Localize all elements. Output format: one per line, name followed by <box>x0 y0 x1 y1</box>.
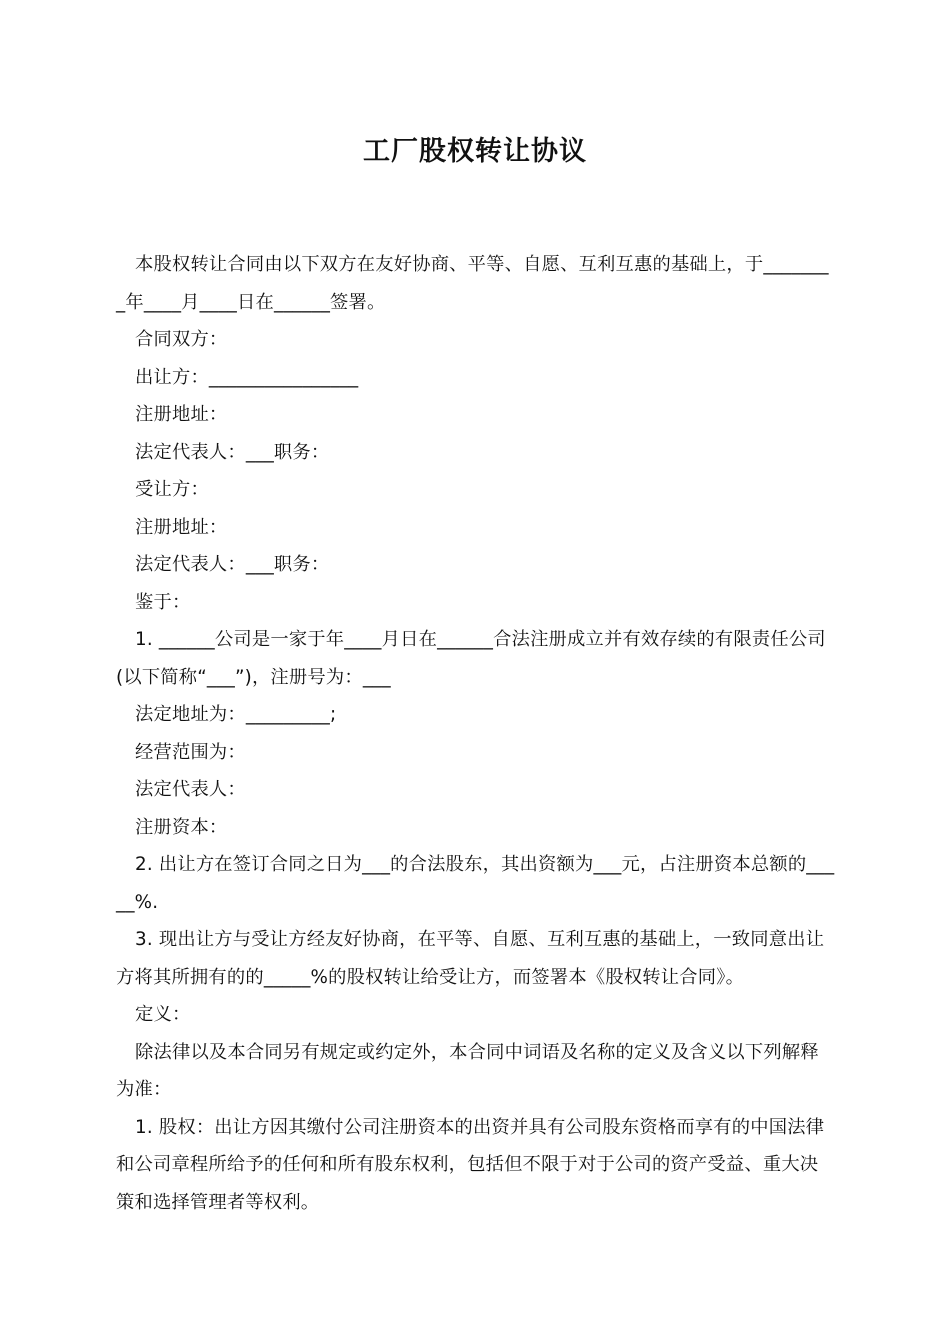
paragraph-company-info: 1. ______公司是一家于年____月日在______合法注册成立并有效存续的有限责任公司(以下简称“___”)，注册号为：___ <box>116 629 826 688</box>
paragraph-shareholder-status: 2. 出让方在签订合同之日为___的合法股东，其出资额为___元，占注册资本总额的_____%. <box>116 854 835 913</box>
paragraph-transferee: 受让方： <box>135 479 209 500</box>
paragraph-business-scope: 经营范围为： <box>135 741 246 763</box>
paragraph-whereas: 鉴于： <box>135 591 191 613</box>
paragraph-transferor: 出让方：________________ <box>135 366 359 388</box>
paragraph-parties-heading: 合同双方： <box>135 329 228 350</box>
paragraph-transferor-representative: 法定代表人：___职务： <box>135 441 330 463</box>
paragraph-transferee-address: 注册地址： <box>135 516 228 538</box>
paragraph-registered-capital: 注册资本： <box>135 816 228 838</box>
paragraph-agreement-basis: 3. 现出让方与受让方经友好协商，在平等、自愿、互利互惠的基础上，一致同意出让方将其所拥有的的_____%的股权转让给受让方，而签署本《股权转让合同》。 <box>116 929 825 988</box>
paragraph-transferee-representative: 法定代表人：___职务： <box>135 554 330 575</box>
paragraph-intro: 本股权转让合同由以下双方在友好协商、平等、自愿、互利互惠的基础上，于________年____月____日在______签署。 <box>116 254 829 313</box>
paragraph-transferor-address: 注册地址： <box>135 404 228 425</box>
paragraph-definitions-intro: 除法律以及本合同另有规定或约定外，本合同中词语及名称的定义及含义以下列解释为准： <box>116 1041 819 1100</box>
paragraph-legal-address: 法定地址为：_________; <box>135 704 337 725</box>
document-body <box>116 246 836 1221</box>
document-title: 工厂股权转让协议 <box>363 136 587 167</box>
paragraph-equity-definition: 1. 股权：出让方因其缴付公司注册资本的出资并具有公司股东资格而享有的中国法律和公司章程所给予的任何和所有股东权利，包括但不限于对于公司的资产受益、重大决策和选择管理者等权利。 <box>116 1116 825 1213</box>
paragraph-definitions-heading: 定义： <box>135 1004 191 1025</box>
paragraph-company-representative: 法定代表人： <box>135 779 246 800</box>
